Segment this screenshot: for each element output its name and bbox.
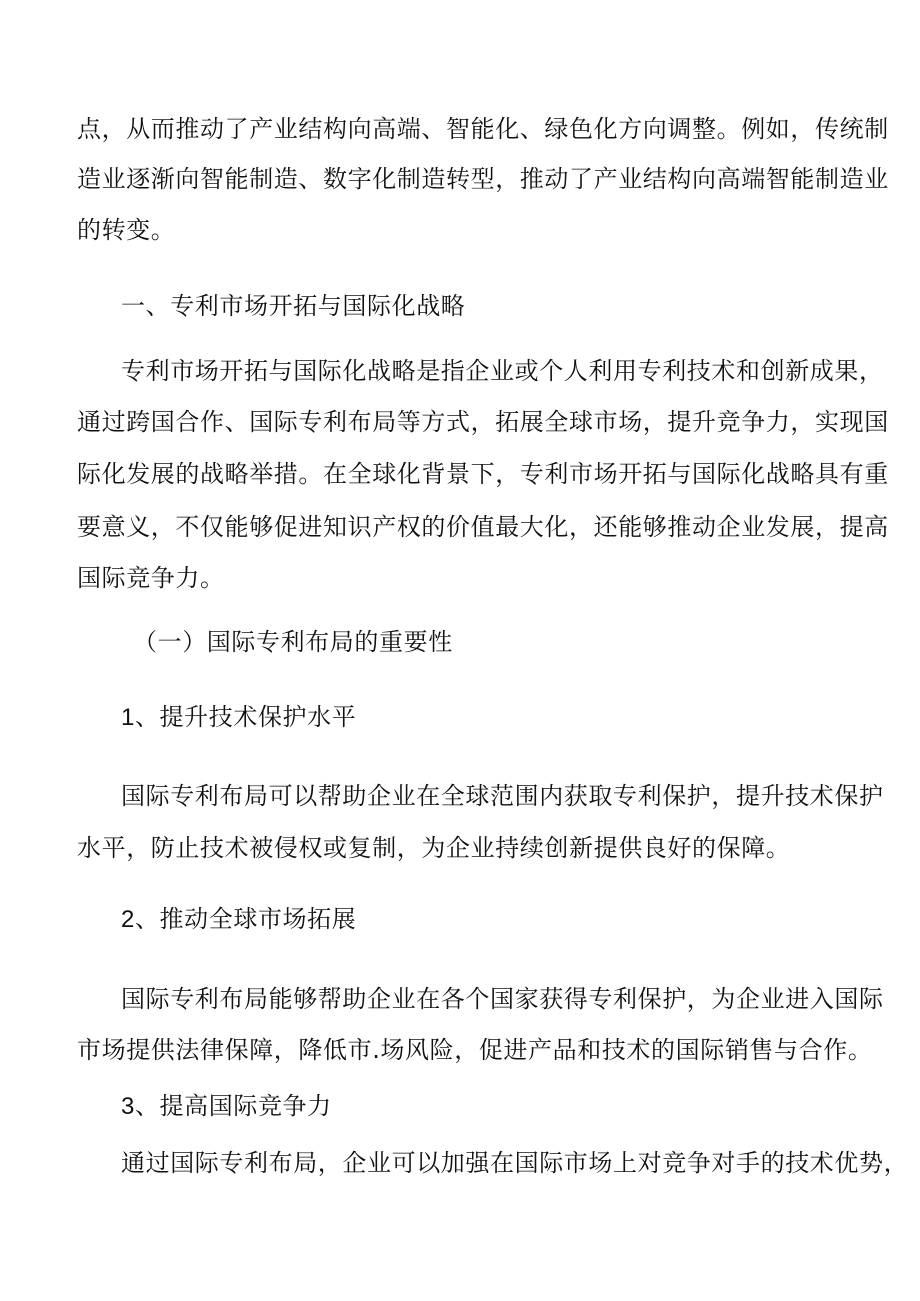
paragraph-intro-line-3: 的转变。 (77, 216, 176, 244)
paragraph-intro-line-1: 点，从而推动了产业结构向高端、智能化、绿色化方向调整。例如，传统制 (77, 115, 889, 143)
paragraph-section-line-2: 通过跨国合作、国际专利布局等方式，拓展全球市场，提升竞争力，实现国 (77, 408, 889, 436)
paragraph-section-line-1: 专利市场开拓与国际化战略是指企业或个人利用专利技术和创新成果， (121, 357, 884, 385)
paragraph-item-2-line-2: 市场提供法律保障，降低市.场风险，促进产品和技术的国际销售与合作。 (77, 1036, 873, 1064)
paragraph-item-2-line-1: 国际专利布局能够帮助企业在各个国家获得专利保护，为企业进入国际 (121, 985, 884, 1013)
paragraph-intro-line-2: 造业逐渐向智能制造、数字化制造转型，推动了产业结构向高端智能制造业 (77, 165, 889, 193)
paragraph-section-line-3: 际化发展的战略举措。在全球化背景下，专利市场开拓与国际化战略具有重 (77, 460, 889, 488)
item-3-heading: 3、提高国际竞争力 (121, 1093, 332, 1120)
item-1-heading: 1、提升技术保护水平 (121, 704, 357, 731)
paragraph-item-1-line-2: 水平，防止技术被侵权或复制，为企业持续创新提供良好的保障。 (77, 834, 791, 862)
subsection-heading: （一）国际专利布局的重要性 (133, 628, 453, 656)
section-heading: 一、专利市场开拓与国际化战略 (121, 292, 466, 320)
paragraph-item-1-line-1: 国际专利布局可以帮助企业在全球范围内获取专利保护，提升技术保护 (121, 782, 884, 810)
paragraph-item-3-line-1: 通过国际专利布局，企业可以加强在国际市场上对竞争对手的技术优势， (121, 1149, 909, 1177)
paragraph-section-line-5: 国际竞争力。 (77, 564, 225, 592)
item-2-heading: 2、推动全球市场拓展 (121, 906, 357, 933)
paragraph-section-line-4: 要意义，不仅能够促进知识产权的价值最大化，还能够推动企业发展，提高 (77, 513, 889, 541)
